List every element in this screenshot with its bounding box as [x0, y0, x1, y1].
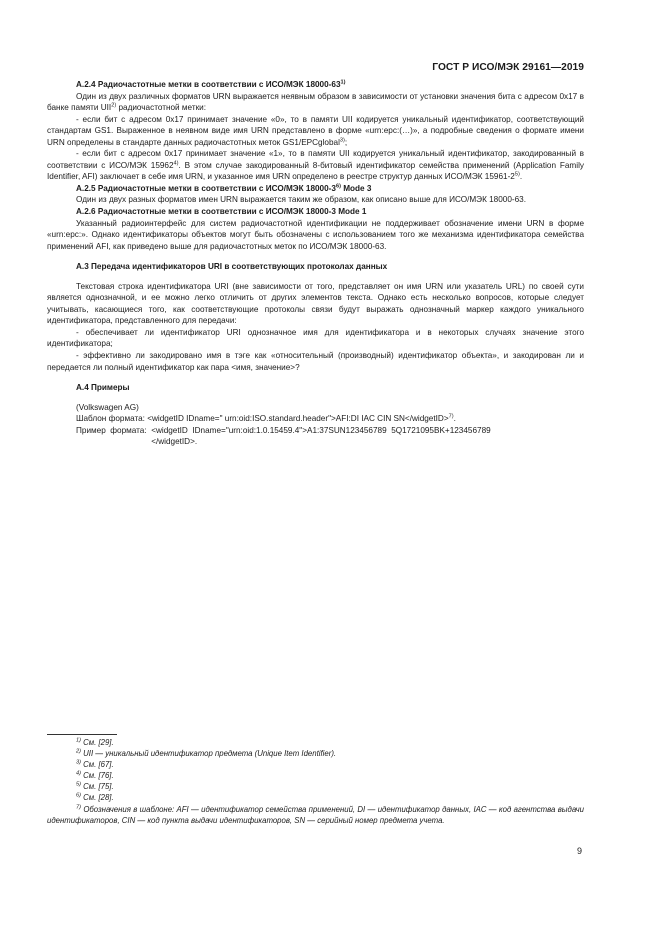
- section-a24-paragraph-3: - если бит с адресом 0x17 принимает значение «1», то в памяти UII кодируется уникальный идентификатор, закодированный в соответствии с ИСО/МЭК 15962$^{4)}$. В этом случае закодированный 8-битовый идентификатор семейства применений (Application Family Identifier, AFI) заключает в себе имя URN, и указанное имя URN определено в реестре структур данных ИСО/МЭК 15961-2$^{5)}$.: [47, 149, 584, 182]
- section-a3-title: А.3 Передача идентификаторов URI в соответствующих протоколах данных: [76, 262, 388, 272]
- footnote-ref: 2): [111, 102, 117, 109]
- format-example-row: [47, 425, 584, 448]
- footnote-item: $^{3)}$ См. [67].: [76, 759, 114, 770]
- example-company: (Volkswagen AG): [76, 402, 139, 412]
- footnote-ref: 7): [448, 413, 454, 420]
- section-a26-paragraph-1: Указанный радиоинтерфейс для систем радиочастотной идентификации не поддерживает обозначение имени URN в форме «urn:epc:». Однако идентификаторы объектов могут быть обозначены с использованием того же механизма идентификатора семейства применений AFI, как приведено выше для радиочастотных меток по ИСО/МЭК 18000-63.: [47, 218, 584, 251]
- document-header: ГОСТ Р ИСО/МЭК 29161—2019: [432, 62, 584, 73]
- section-a25-paragraph-1: Один из двух разных форматов имен URN выражается таким же образом, как описано выше для ИСО/МЭК 18000-63.: [76, 195, 526, 205]
- format-example-label: Пример формата:: [76, 425, 152, 435]
- section-a26-title: А.2.6 Радиочастотные метки в соответствии с ИСО/МЭК 18000-3 Mode 1: [76, 207, 367, 217]
- footnote-item: $^{4)}$ См. [76].: [76, 770, 114, 781]
- footnote-item: $^{2)}$ UII — уникальный идентификатор предмета (Unique Item Identifier).: [76, 748, 337, 759]
- main-content: [47, 79, 584, 448]
- page-number: 9: [576, 846, 582, 856]
- footnote-ref: 3): [339, 137, 345, 144]
- format-template-label: Шаблон формата:: [76, 414, 148, 424]
- footnote-ref: 5): [514, 172, 520, 179]
- section-a24-paragraph-1: Один из двух различных форматов URN выражается неявным образом в зависимости от установки значения бита с адресом 0x17 в банке памяти UII$^{2)}$ радиочастотной метки:: [47, 91, 584, 113]
- format-template-value: <widgetID IDname=" urn:oid:ISO.standard.header">AFI:DI IAC CIN SN</widgetID>$^{7)}$.: [147, 413, 456, 424]
- footnote-ref: 4): [173, 160, 179, 167]
- section-a3-paragraph-3: - эффективно ли закодировано имя в тэге как «относительный (производный) идентификатор объекта», и закодирован ли и передается ли полный идентификатор как пара <имя, значение>?: [47, 351, 584, 372]
- footnote-item: $^{6)}$ См. [28].: [76, 793, 114, 803]
- section-a3-paragraph-1: Текстовая строка идентификатора URI (вне зависимости от того, представляет он имя URN или указатель URL) по своей сути является однозначной, и ее можно легко отличить от других элементов текста. Однако есть несколько вопросов, которые следует учитывать, касающиеся того, как соответствующие протоколы связи будут выражать однозначный маркер каждого уникального идентификатора, представленного для передачи:: [47, 281, 584, 326]
- section-a24-title: А.2.4 Радиочастотные метки в соответствии с ИСО/МЭК 18000-63$^{1)}$: [76, 79, 346, 89]
- footnote-item: $^{7)}$ Обозначения в шаблоне: AFI — идентификатор семейства применений, DI — идентификатор данных, IAC — код агентства выдачи идентификаторов, CIN — код пункта выдачи идентификаторов, SN — серийный номер предмета учета.: [47, 804, 584, 825]
- format-example-value: <widgetID IDname="urn:oid:1.0.15459.4">A1:37SUN123456789 5Q1721095BK+123456789 </widgetID>.: [151, 425, 491, 447]
- footnotes: [47, 737, 584, 826]
- section-a24-paragraph-2: - если бит с адресом 0x17 принимает значение «0», то в памяти UII кодируется уникальный идентификатор, соответствующий стандартам GS1. Выраженное в неявном виде имя URN представлено в форме «urn:epc:(…)», а подробные сведения о формате имени URN определены в стандарте данных радиочастотных меток GS1/EPCglobal$^{3)}$;: [47, 114, 584, 147]
- footnote-ref: 1): [340, 79, 346, 86]
- footnote-ref: 6): [335, 183, 341, 190]
- section-a25-title: А.2.5 Радиочастотные метки в соответствии с ИСО/МЭК 18000-3$^{6)}$ Mode 3: [76, 183, 372, 193]
- format-template-row: [47, 413, 584, 425]
- footnote-item: $^{1)}$ См. [29].: [76, 737, 114, 747]
- section-a3-paragraph-2: - обеспечивает ли идентификатор URI однозначное имя для идентификатора и в некоторых случаях значение этого идентификатора;: [47, 327, 584, 349]
- footnote-item: $^{5)}$ См. [75].: [76, 782, 114, 792]
- footnote-divider: [47, 734, 117, 735]
- section-a4-title: А.4 Примеры: [76, 383, 130, 393]
